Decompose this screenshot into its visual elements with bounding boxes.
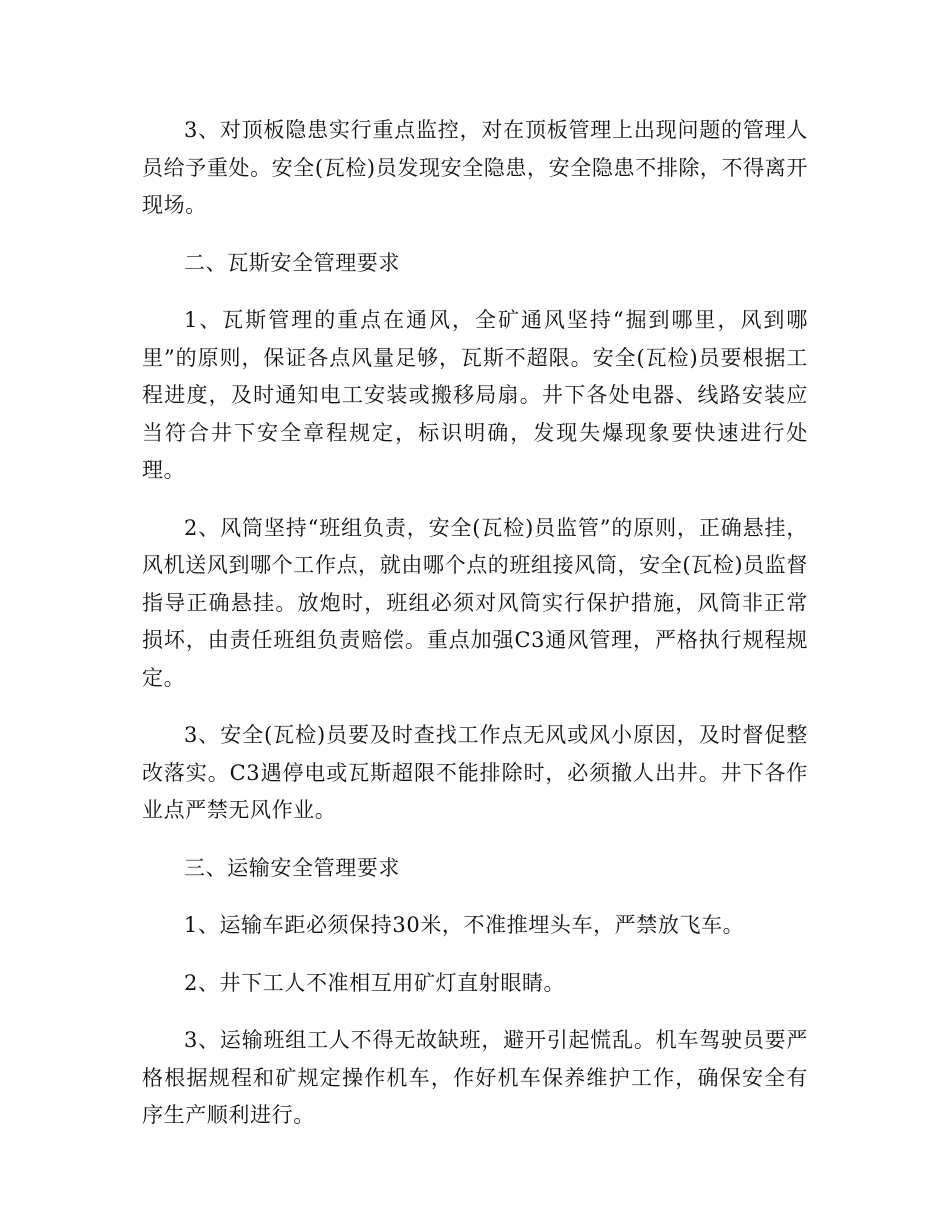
paragraph-transport-crew: 3、运输班组工人不得无故缺班，避开引起慌乱。机车驾驶员要严格根据规程和矿规定操作机车，作好机车保养维护工作，确保安全有序生产顺利进行。 [142, 1028, 808, 1127]
paragraph-air-duct-management: 2、风筒坚持“班组负责，安全(瓦检)员监管”的原则，正确悬挂，风机送风到哪个工作点，就由哪个点的班组接风筒，安全(瓦检)员监督指导正确悬挂。放炮时，班组必须对风筒实行保护措施，风筒非正常损坏，由责任班组负责赔偿。重点加强C3通风管理，严格执行规程规定。 [142, 515, 808, 690]
paragraph-gas-ventilation: 1、瓦斯管理的重点在通风，全矿通风坚持“掘到哪里，风到哪里”的原则，保证各点风量足够，瓦斯不超限。安全(瓦检)员要根据工程进度，及时通知电工安装或搬移局扇。井下各处电器、线路安装应当符合井下安全章程规定，标识明确，发现失爆现象要快速进行处理。 [142, 308, 808, 482]
paragraph-vehicle-distance: 1、运输车距必须保持30米，不准推埋头车，严禁放飞车。 [184, 913, 745, 937]
paragraph-miner-lamp: 2、井下工人不准相互用矿灯直射眼睛。 [184, 970, 566, 995]
paragraph-no-wind-check: 3、安全(瓦检)员要及时查找工作点无风或风小原因，及时督促整改落实。C3遇停电或瓦斯超限不能排除时，必须撤人出井。井下各作业点严禁无风作业。 [142, 723, 808, 822]
section-heading-gas-safety: 二、瓦斯安全管理要求 [184, 250, 400, 275]
paragraph-roof-hazard-control: 3、对顶板隐患实行重点监控，对在顶板管理上出现问题的管理人员给予重处。安全(瓦检)员发现安全隐患，安全隐患不排除，不得离开现场。 [142, 118, 808, 217]
document-body [142, 112, 808, 1155]
section-heading-transport-safety: 三、运输安全管理要求 [184, 855, 400, 880]
